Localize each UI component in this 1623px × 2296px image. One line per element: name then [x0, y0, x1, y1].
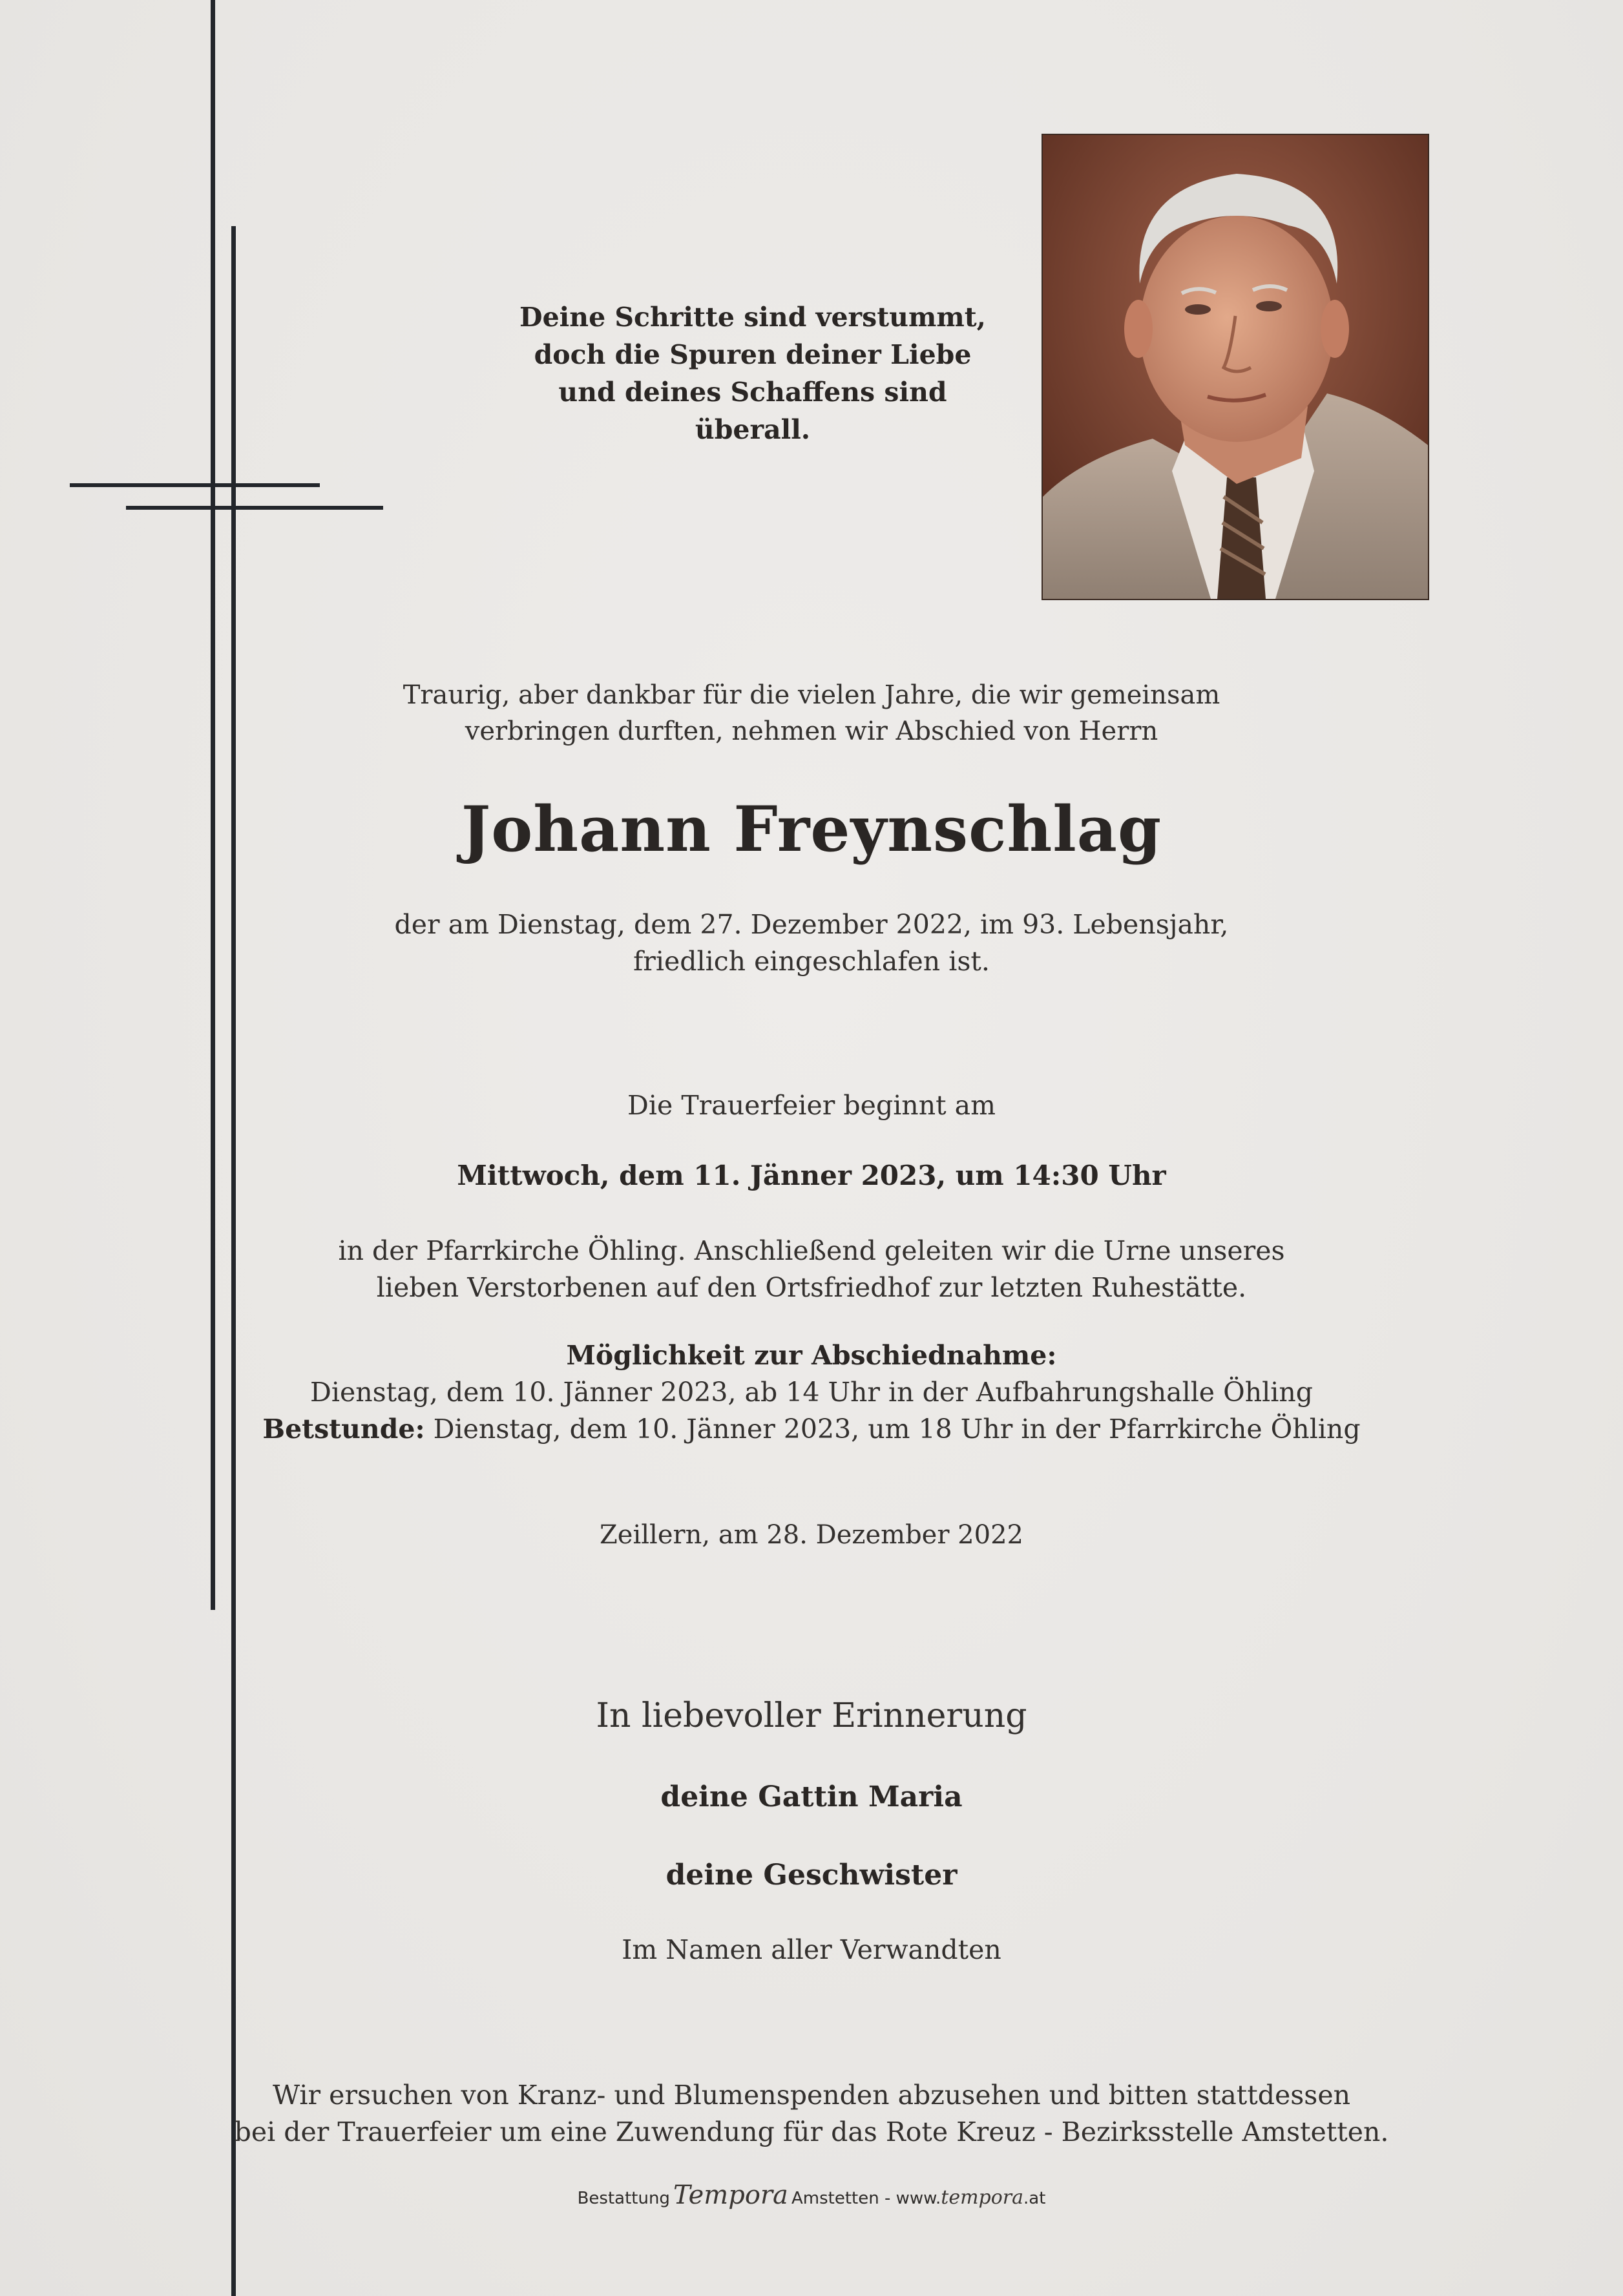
donation-request: [0, 2077, 1623, 2151]
cross-horizontal-upper: [70, 483, 320, 487]
motto: [504, 298, 1001, 448]
motto-line-1: Deine Schritte sind verstummt,: [519, 302, 986, 333]
mourner-relatives: Im Namen aller Verwandten: [622, 1934, 1001, 1965]
donation-line-1: Wir ersuchen von Kranz- und Blumenspenden abzusehen und bitten stattdessen: [273, 2080, 1350, 2111]
prayer-details: Dienstag, dem 10. Jänner 2023, um 18 Uhr in der Pfarrkirche Öhling: [424, 1414, 1361, 1445]
motto-line-3: und deines Schaffens sind überall.: [558, 377, 947, 445]
ceremony-line-1: in der Pfarrkirche Öhling. Anschließend geleiten wir die Urne unseres: [338, 1235, 1285, 1266]
prayer-line: [0, 1411, 1623, 1448]
deceased-name: Johann Freynschlag: [461, 793, 1162, 866]
footer-domain-suffix: .at: [1023, 2189, 1046, 2208]
farewell-details: Dienstag, dem 10. Jänner 2023, ab 14 Uhr in der Aufbahrungshalle Öhling: [309, 1377, 1314, 1408]
footer-domain-brand: tempora: [941, 2186, 1024, 2209]
footer-prefix: Bestattung: [577, 2189, 670, 2208]
intro-text: [0, 677, 1623, 749]
farewell-heading: Möglichkeit zur Abschiednahme:: [566, 1340, 1057, 1371]
farewell-block: [0, 1337, 1623, 1448]
ceremony-datetime: Mittwoch, dem 11. Jänner 2023, um 14:30 Uhr: [457, 1160, 1166, 1191]
motto-line-2: doch die Spuren deiner Liebe: [534, 339, 972, 370]
place-date: Zeillern, am 28. Dezember 2022: [600, 1520, 1023, 1550]
mourner-spouse: deine Gattin Maria: [660, 1780, 963, 1813]
ceremony-location: [0, 1233, 1623, 1306]
ceremony-intro: Die Trauerfeier beginnt am: [627, 1090, 996, 1121]
intro-line-1: Traurig, aber dankbar für die vielen Jahre, die wir gemeinsam: [403, 680, 1220, 710]
death-line-1: der am Dienstag, dem 27. Dezember 2022, im 93. Lebensjahr,: [394, 909, 1229, 940]
cross-horizontal-lower: [126, 506, 383, 510]
footer-location: Amstetten - www.: [791, 2189, 941, 2208]
footer: [0, 2179, 1623, 2217]
mourners-heading: In liebevoller Erinnerung: [596, 1696, 1027, 1735]
death-notice: [0, 906, 1623, 980]
portrait-photo: [1042, 134, 1429, 600]
donation-line-2: bei der Trauerfeier um eine Zuwendung für das Rote Kreuz - Bezirksstelle Amstetten.: [234, 2116, 1389, 2147]
prayer-label: Betstunde:: [262, 1414, 425, 1445]
ceremony-line-2: lieben Verstorbenen auf den Ortsfriedhof zur letzten Ruhestätte.: [376, 1272, 1247, 1303]
footer-brand: Tempora: [673, 2180, 788, 2210]
intro-line-2: verbringen durften, nehmen wir Abschied von Herrn: [465, 716, 1158, 746]
death-line-2: friedlich eingeschlafen ist.: [633, 946, 990, 977]
mourner-siblings: deine Geschwister: [665, 1859, 958, 1892]
